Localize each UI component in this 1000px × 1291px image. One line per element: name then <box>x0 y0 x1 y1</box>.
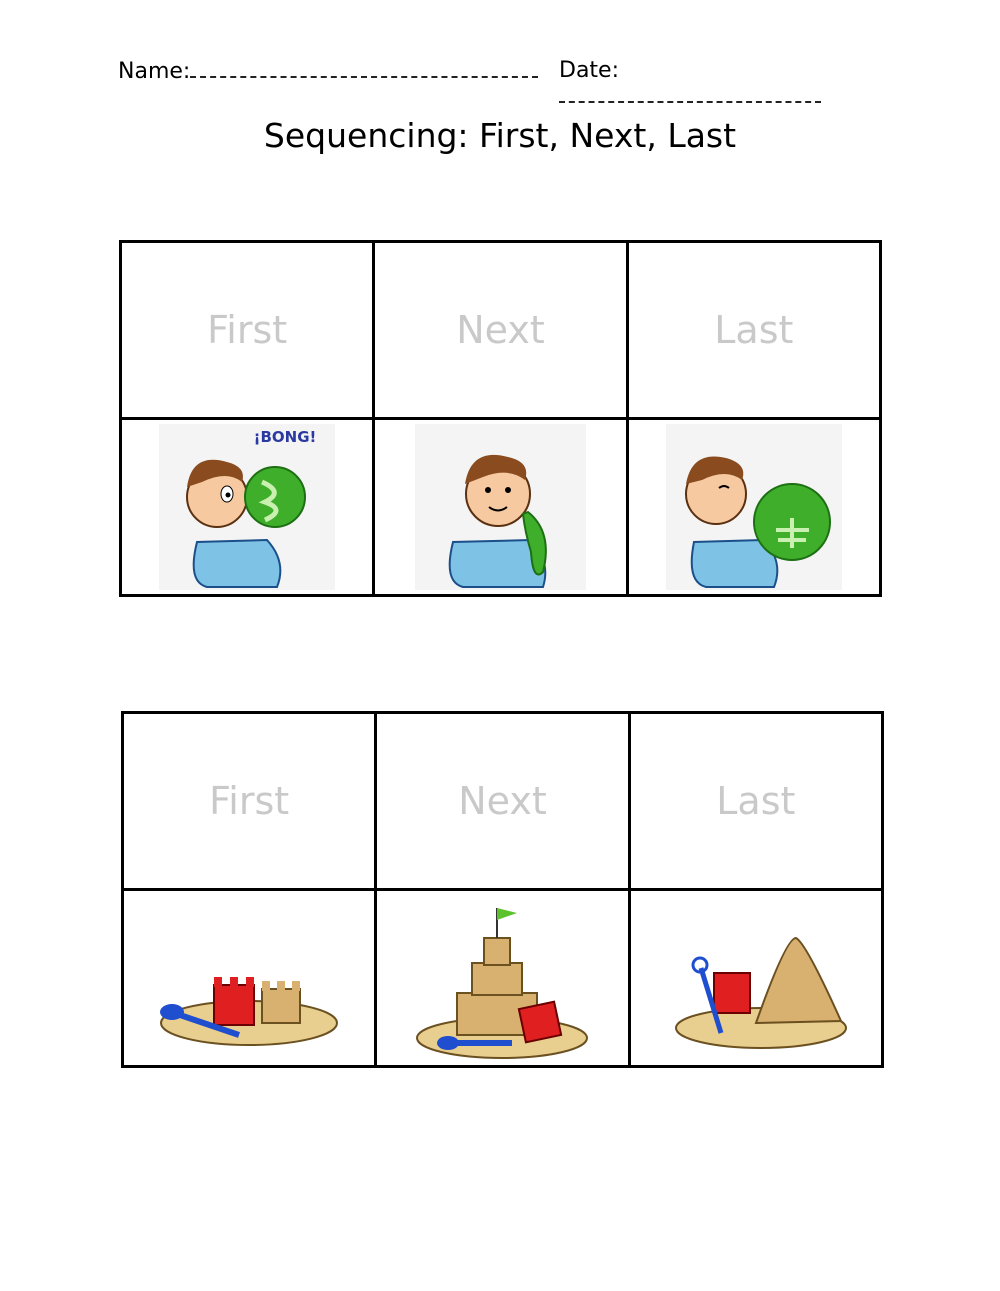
picture-cell[interactable] <box>374 419 627 596</box>
date-label: Date: <box>559 58 619 83</box>
answer-cell-first[interactable]: First <box>123 713 376 890</box>
picture-cell[interactable] <box>627 419 880 596</box>
bong-caption: ¡BONG! <box>253 428 317 446</box>
date-field[interactable] <box>559 58 880 109</box>
sequence-table-sandcastle <box>121 711 884 1068</box>
picture-cell[interactable] <box>376 890 629 1067</box>
name-label: Name: <box>118 59 191 84</box>
answer-cell-last[interactable]: Last <box>627 242 880 419</box>
picture-cell[interactable] <box>123 890 376 1067</box>
header-row <box>118 58 880 90</box>
answer-cell-next[interactable]: Next <box>376 713 629 890</box>
answer-cell-last[interactable]: Last <box>629 713 882 890</box>
date-blank-line[interactable] <box>559 83 821 103</box>
inflating-balloon-icon[interactable] <box>664 422 844 592</box>
name-field[interactable] <box>118 58 538 84</box>
picture-cell[interactable] <box>629 890 882 1067</box>
answer-cell-first[interactable]: First <box>121 242 374 419</box>
sand-pile-icon[interactable] <box>656 893 856 1063</box>
sequence-table-balloon <box>119 240 882 597</box>
picture-cell[interactable] <box>121 419 374 596</box>
deflated-balloon-icon[interactable] <box>413 422 588 592</box>
name-blank-line[interactable] <box>190 58 538 78</box>
tall-sandcastle-icon[interactable] <box>402 893 602 1063</box>
small-sandcastle-icon[interactable] <box>144 893 354 1063</box>
page-title: Sequencing: First, Next, Last <box>263 116 737 155</box>
balloon-pop-icon[interactable] <box>157 422 337 592</box>
answer-cell-next[interactable]: Next <box>374 242 627 419</box>
